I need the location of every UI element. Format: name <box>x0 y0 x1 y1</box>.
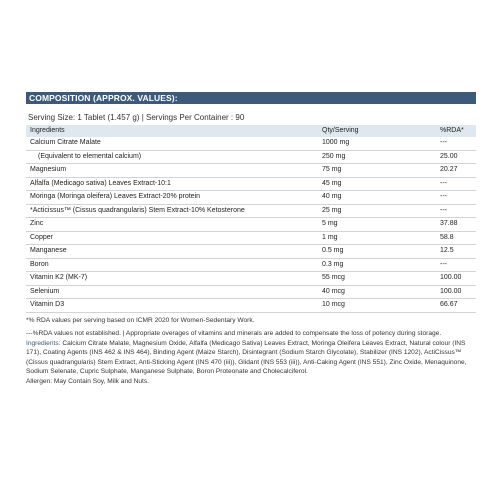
ingredient-qty: 0.5 mg <box>322 247 344 254</box>
ingredient-name: Vitamin D3 <box>30 301 65 308</box>
ingredient-rda: --- <box>440 260 447 268</box>
footnotes <box>26 316 476 387</box>
ingredient-qty: 0.3 mg <box>322 260 344 268</box>
ingredient-name: Calcium Citrate Malate <box>30 139 101 146</box>
ingredient-rda: --- <box>440 139 447 146</box>
ingredient-qty: 250 mg <box>322 152 346 160</box>
table-row <box>26 164 476 178</box>
ingredient-qty: 10 mcg <box>322 301 345 308</box>
ingredient-name: Moringa (Moringa oleifera) Leaves Extract-20% protein <box>30 193 201 200</box>
ingredient-qty: 55 mcg <box>322 274 345 281</box>
table-row <box>26 177 476 191</box>
ingredient-rda: 37.88 <box>440 220 458 227</box>
ingredient-name: Alfalfa (Medicago sativa) Leaves Extract-10:1 <box>30 179 171 187</box>
ingredient-name: Copper <box>30 233 53 241</box>
table-row <box>26 231 476 245</box>
ingredients-text: Calcium Citrate Malate, Magnesium Oxide, Alfalfa (Medicago Sativa) Leaves Extract, Moringa Oleifera Leaves Extract, Natural colour (INS 171), Coating Agents (INS 462 & INS 464), Binding Agent (Maize Starch), Disintegrant (Sodium Starch Glycolate), Stabilizer (INS 1202), ActiCissus™ (Cissus quadrangularis) Stem Extract, Anti-Sticking Agent (INS 470 (iii)), Glidant (INS 553 (iii)), Anti-Caking Agent (INS 551), Zinc Oxide, Menaquinone, Sodium Selenate, Cupric Sulphate, Manganese Sulphate, Boron Proteonate and Cholecalciferol. <box>26 339 467 375</box>
table-row <box>26 299 476 313</box>
ingredient-rda: 25.00 <box>440 152 458 160</box>
ingredient-qty: 1000 mg <box>322 139 350 146</box>
rda-footnote: *% RDA values per serving based on ICMR 2020 for Women-Sedentary Work. <box>26 316 255 324</box>
ingredient-qty: 5 mg <box>322 220 338 227</box>
table-row <box>26 204 476 218</box>
ingredient-name: Selenium <box>30 287 60 295</box>
table-row <box>26 137 476 150</box>
ingredient-rda: 58.8 <box>440 233 454 241</box>
ingredient-qty: 40 mg <box>322 193 342 200</box>
ingredient-name: Zinc <box>30 220 44 227</box>
column-header-ingredients: Ingredients <box>30 127 65 134</box>
ingredient-qty: 25 mg <box>322 206 342 214</box>
ingredients-label: Ingredients: <box>26 339 61 347</box>
table-row <box>26 150 476 164</box>
composition-panel <box>26 92 476 386</box>
table-header-row <box>26 125 476 137</box>
ingredient-rda: 66.67 <box>440 301 458 308</box>
ingredient-rda: --- <box>440 179 447 187</box>
ingredient-rda: 12.5 <box>440 247 454 254</box>
ingredient-qty: 75 mg <box>322 166 342 173</box>
allergen-statement: Allergen: May Contain Soy, Milk and Nuts. <box>26 377 150 385</box>
ingredient-name: Boron <box>30 260 49 268</box>
composition-header: COMPOSITION (APPROX. VALUES): <box>26 92 476 104</box>
ingredient-name: *Acticissus™ (Cissus quadrangularis) Stem Extract-10% Ketosterone <box>30 206 245 214</box>
ingredient-rda: 100.00 <box>440 274 462 281</box>
ingredient-rda: --- <box>440 206 447 214</box>
ingredient-rda: 100.00 <box>440 287 462 295</box>
ingredient-name: (Equivalent to elemental calcium) <box>38 152 142 160</box>
table-row <box>26 218 476 232</box>
ingredient-name: Magnesium <box>30 166 67 173</box>
ingredient-name: Manganese <box>30 247 67 254</box>
table-row <box>26 191 476 205</box>
table-row <box>26 245 476 259</box>
ingredient-qty: 45 mg <box>322 179 342 187</box>
column-header-qty: Qty/Serving <box>322 127 359 134</box>
ingredient-name: Vitamin K2 (MK-7) <box>30 274 88 281</box>
table-row <box>26 285 476 299</box>
ingredient-rda: --- <box>440 193 447 200</box>
table-row <box>26 258 476 272</box>
ingredient-qty: 1 mg <box>322 233 338 241</box>
table-row <box>26 272 476 286</box>
ingredients-paragraph <box>26 339 476 377</box>
overage-footnote: ---%RDA values not established. | Appropriate overages of vitamins and minerals are added to compensate the loss of potency during storage. <box>26 330 442 337</box>
serving-info: Serving Size: 1 Tablet (1.457 g) | Servings Per Container : 90 <box>28 113 245 122</box>
ingredient-rda: 20.27 <box>440 166 458 173</box>
composition-table <box>26 125 476 313</box>
column-header-rda: %RDA* <box>440 127 464 134</box>
ingredient-qty: 40 mcg <box>322 287 345 295</box>
